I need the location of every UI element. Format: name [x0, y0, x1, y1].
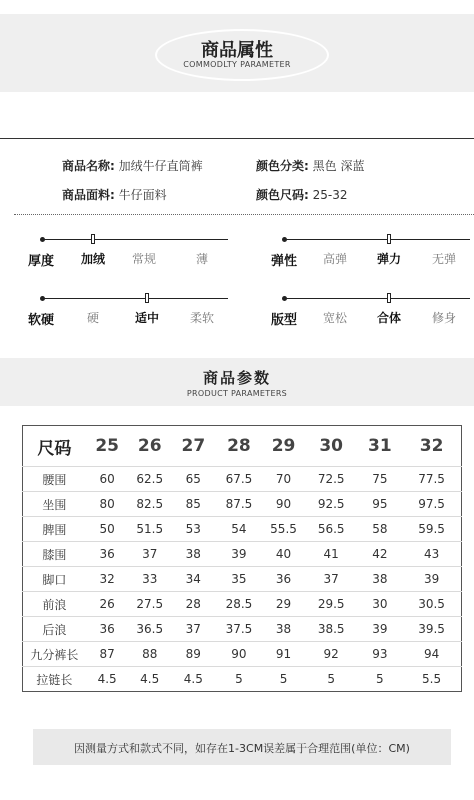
measure-value: 70: [262, 467, 305, 492]
scale-indicator: [145, 293, 149, 303]
info-value: 黑色 深蓝: [312, 159, 365, 173]
info-size-range: [256, 186, 348, 203]
table-row: [23, 617, 462, 642]
scale-option: 柔软: [189, 311, 215, 325]
scale-category: 软硬: [28, 313, 55, 328]
measure-value: 39.5: [402, 617, 461, 642]
scale-start-dot: [40, 296, 45, 301]
measure-value: 51.5: [128, 517, 171, 542]
measure-value: 28.5: [216, 592, 263, 617]
measure-value: 90: [262, 492, 305, 517]
table-row: [23, 667, 462, 692]
measure-value: 33: [128, 567, 171, 592]
measure-name: 坐围: [23, 492, 86, 517]
info-label: 商品面料:: [62, 188, 115, 202]
info-label: 商品名称:: [62, 159, 115, 173]
scale-option: 合体: [376, 311, 402, 325]
measure-value: 89: [171, 642, 216, 667]
measure-value: 5: [216, 667, 263, 692]
scale-line: [42, 239, 228, 240]
measure-value: 40: [262, 542, 305, 567]
measure-name: 脾围: [23, 517, 86, 542]
scale-option: 弹力: [376, 252, 402, 266]
measure-value: 5: [262, 667, 305, 692]
measure-value: 54: [216, 517, 263, 542]
size-column-header: 29: [271, 436, 296, 456]
scale-indicator: [387, 293, 391, 303]
info-value: 牛仔面料: [118, 188, 167, 202]
measure-value: 38: [358, 567, 403, 592]
scale-option: 无弹: [431, 252, 457, 266]
measure-value: 67.5: [216, 467, 263, 492]
measure-value: 29.5: [305, 592, 358, 617]
measure-value: 28: [171, 592, 216, 617]
measure-value: 30.5: [402, 592, 461, 617]
scale-line: [284, 239, 470, 240]
table-row: [23, 592, 462, 617]
measure-value: 90: [216, 642, 263, 667]
info-color: [256, 157, 364, 174]
measure-name: 九分裤长: [23, 642, 86, 667]
measure-value: 26: [86, 592, 129, 617]
measure-value: 39: [402, 567, 461, 592]
scale-start-dot: [40, 237, 45, 242]
measure-value: 65: [171, 467, 216, 492]
measure-value: 38.5: [305, 617, 358, 642]
measure-value: 37: [128, 542, 171, 567]
table-header-row: [23, 426, 462, 467]
table-row: [23, 492, 462, 517]
size-column-header: 30: [319, 436, 344, 456]
dotted-divider: [14, 214, 474, 215]
measure-value: 37.5: [216, 617, 263, 642]
size-column-header: 26: [137, 436, 162, 456]
info-fabric: [62, 186, 167, 203]
measure-value: 80: [86, 492, 129, 517]
scale-line: [42, 298, 228, 299]
scale-option: 硬: [86, 311, 100, 325]
measure-value: 62.5: [128, 467, 171, 492]
params-subtitle: PRODUCT PARAMETERS: [186, 389, 288, 398]
measure-value: 77.5: [402, 467, 461, 492]
measure-name: 前浪: [23, 592, 86, 617]
measure-value: 35: [216, 567, 263, 592]
scale-option: 高弹: [322, 252, 348, 266]
measure-value: 53: [171, 517, 216, 542]
measure-value: 87.5: [216, 492, 263, 517]
measure-value: 36: [86, 542, 129, 567]
scale-indicator: [387, 234, 391, 244]
measure-value: 36: [262, 567, 305, 592]
measure-value: 97.5: [402, 492, 461, 517]
measure-value: 4.5: [171, 667, 216, 692]
info-value: 25-32: [312, 188, 348, 202]
measure-value: 85: [171, 492, 216, 517]
scale-option: 加绒: [80, 252, 106, 266]
measure-name: 膝围: [23, 542, 86, 567]
measure-value: 88: [128, 642, 171, 667]
scale-start-dot: [282, 296, 287, 301]
header-subtitle: COMMODLTY PARAMETER: [183, 60, 291, 69]
measure-name: 后浪: [23, 617, 86, 642]
measure-value: 27.5: [128, 592, 171, 617]
measure-value: 39: [216, 542, 263, 567]
measure-value: 93: [358, 642, 403, 667]
table-row: [23, 542, 462, 567]
measure-value: 75: [358, 467, 403, 492]
size-column-header: 25: [95, 436, 119, 456]
measure-value: 55.5: [262, 517, 305, 542]
measure-value: 5.5: [402, 667, 461, 692]
measure-value: 95: [358, 492, 403, 517]
measure-value: 42: [358, 542, 403, 567]
measure-value: 43: [402, 542, 461, 567]
measure-value: 5: [305, 667, 358, 692]
table-row: [23, 642, 462, 667]
size-column-header: 31: [368, 436, 392, 456]
measure-value: 29: [262, 592, 305, 617]
params-title: 商品参数: [202, 369, 271, 387]
table-row: [23, 517, 462, 542]
size-column-header: 27: [181, 436, 206, 456]
measure-value: 39: [358, 617, 403, 642]
scale-category: 弹性: [271, 254, 298, 269]
measure-value: 32: [86, 567, 129, 592]
measure-value: 50: [86, 517, 129, 542]
measurement-note: 因测量方式和款式不同，如存在1-3CM误差属于合理范围(单位：CM): [74, 742, 410, 755]
scale-category: 厚度: [28, 254, 55, 269]
table-row: [23, 567, 462, 592]
measure-value: 92.5: [305, 492, 358, 517]
info-label: 颜色尺码:: [256, 188, 309, 202]
measure-value: 59.5: [402, 517, 461, 542]
measure-value: 4.5: [128, 667, 171, 692]
measure-value: 87: [86, 642, 129, 667]
measure-value: 5: [358, 667, 403, 692]
info-product-name: [62, 157, 203, 174]
scale-option: 适中: [134, 311, 160, 325]
size-column-header: 32: [419, 436, 444, 456]
measure-name: 腰围: [23, 467, 86, 492]
measure-value: 38: [262, 617, 305, 642]
size-column-header: 28: [227, 436, 251, 456]
measure-value: 41: [305, 542, 358, 567]
scale-indicator: [91, 234, 95, 244]
info-value: 加绒牛仔直筒裤: [118, 159, 203, 173]
measure-value: 92: [305, 642, 358, 667]
header-title: 商品属性: [201, 40, 273, 61]
measure-value: 37: [171, 617, 216, 642]
measure-value: 91: [262, 642, 305, 667]
measure-value: 94: [402, 642, 461, 667]
measure-value: 82.5: [128, 492, 171, 517]
scale-option: 修身: [431, 311, 457, 325]
scale-start-dot: [282, 237, 287, 242]
measure-value: 30: [358, 592, 403, 617]
size-header: 尺码: [37, 438, 72, 459]
divider: [0, 138, 474, 139]
measure-value: 72.5: [305, 467, 358, 492]
measure-value: 58: [358, 517, 403, 542]
measure-name: 脚口: [23, 567, 86, 592]
scale-category: 版型: [271, 313, 298, 328]
table-row: [23, 467, 462, 492]
measure-value: 36.5: [128, 617, 171, 642]
scale-line: [284, 298, 470, 299]
size-table: [22, 425, 462, 692]
measure-value: 37: [305, 567, 358, 592]
measure-value: 34: [171, 567, 216, 592]
measure-value: 60: [86, 467, 129, 492]
scale-option: 常规: [131, 252, 157, 266]
measure-value: 36: [86, 617, 129, 642]
measure-value: 4.5: [86, 667, 129, 692]
info-label: 颜色分类:: [256, 159, 309, 173]
measure-name: 拉链长: [23, 667, 86, 692]
measure-value: 38: [171, 542, 216, 567]
scale-option: 薄: [195, 252, 209, 266]
measure-value: 56.5: [305, 517, 358, 542]
scale-option: 宽松: [322, 311, 348, 325]
